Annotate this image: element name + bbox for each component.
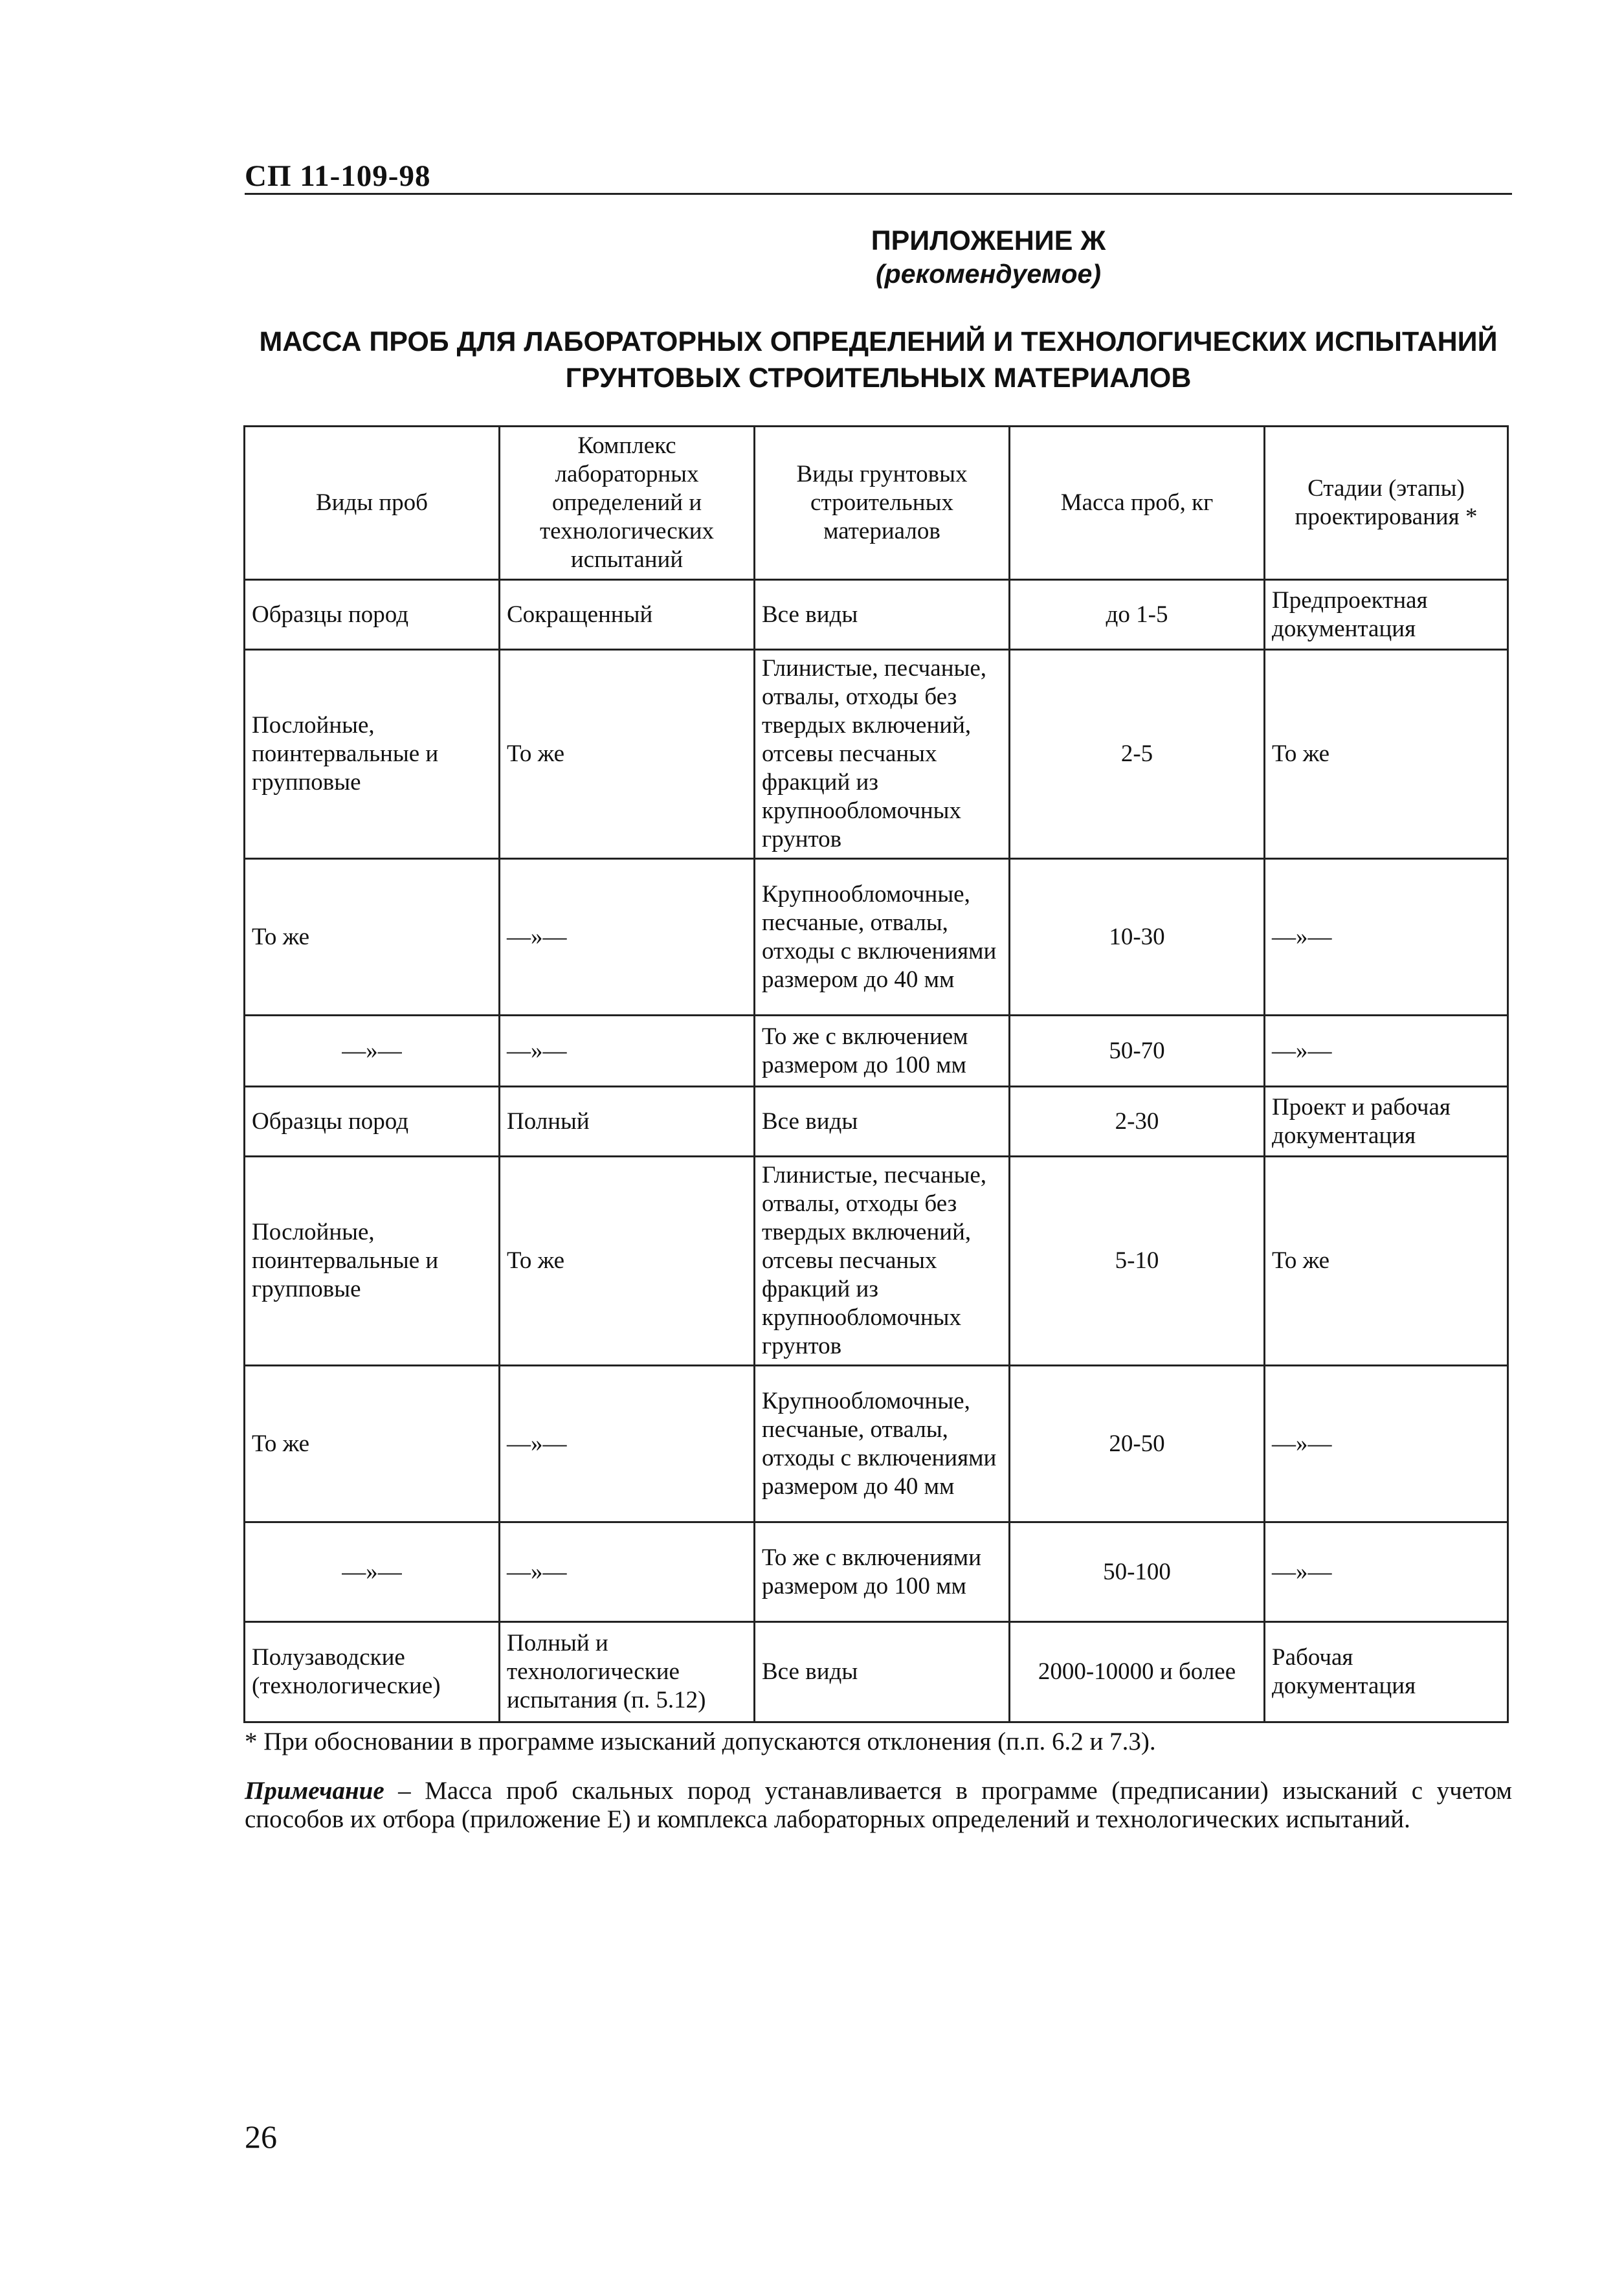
- page-number: 26: [245, 2119, 277, 2155]
- table-row: [245, 1366, 1508, 1522]
- cell-sample-type: Полузаводские (технологические): [245, 1622, 500, 1722]
- cell-material-type: Глинистые, песчаные, отвалы, отходы без твердых включений, отсевы песчаных фракций из крупнообломочных грунтов: [755, 650, 1010, 859]
- cell-mass: 50-70: [1010, 1016, 1265, 1087]
- cell-complex: Полный: [500, 1087, 755, 1157]
- cell-mass: 10-30: [1010, 859, 1265, 1016]
- cell-design-stage: —»—: [1265, 859, 1508, 1016]
- table-footnote: * При обосновании в программе изысканий допускаются отклонения (п.п. 6.2 и 7.3).: [245, 1728, 1156, 1755]
- main-title-line-1: МАССА ПРОБ ДЛЯ ЛАБОРАТОРНЫХ ОПРЕДЕЛЕНИЙ И ТЕХНОЛОГИЧЕСКИХ ИСПЫТАНИЙ: [259, 326, 1498, 357]
- cell-design-stage: Рабочая документация: [1265, 1622, 1508, 1722]
- cell-mass: 50-100: [1010, 1522, 1265, 1622]
- cell-sample-type: Образцы пород: [245, 1087, 500, 1157]
- cell-material-type: Крупнообломочные, песчаные, отвалы, отходы с включениями размером до 40 мм: [755, 1366, 1010, 1522]
- appendix-subtitle: (рекомендуемое): [876, 259, 1101, 289]
- cell-material-type: Все виды: [755, 1087, 1010, 1157]
- cell-sample-type: Послойные, поинтервальные и групповые: [245, 1157, 500, 1366]
- cell-design-stage: То же: [1265, 650, 1508, 859]
- cell-design-stage: То же: [1265, 1157, 1508, 1366]
- note-label: Примечание: [245, 1777, 384, 1805]
- sample-mass-table: [243, 425, 1509, 1723]
- cell-complex: —»—: [500, 1016, 755, 1087]
- cell-sample-type: То же: [245, 859, 500, 1016]
- header-mass: Масса проб, кг: [1010, 427, 1265, 580]
- cell-complex: —»—: [500, 1522, 755, 1622]
- table-row: [245, 1522, 1508, 1622]
- table-row: [245, 859, 1508, 1016]
- cell-sample-type: —»—: [245, 1522, 500, 1622]
- cell-sample-type: —»—: [245, 1016, 500, 1087]
- document-code: СП 11-109-98: [245, 159, 431, 193]
- main-title: [245, 324, 1512, 396]
- cell-complex: —»—: [500, 1366, 755, 1522]
- cell-complex: —»—: [500, 859, 755, 1016]
- table-header-row: [245, 427, 1508, 580]
- header-complex: Комплекс лабораторных определений и технологических испытаний: [500, 427, 755, 580]
- cell-complex: То же: [500, 1157, 755, 1366]
- cell-complex: Полный и технологические испытания (п. 5.12): [500, 1622, 755, 1722]
- header-sample-type: Виды проб: [245, 427, 500, 580]
- table-row: [245, 1016, 1508, 1087]
- cell-design-stage: —»—: [1265, 1016, 1508, 1087]
- appendix-title: ПРИЛОЖЕНИЕ Ж: [871, 225, 1106, 256]
- cell-sample-type: То же: [245, 1366, 500, 1522]
- table-row: [245, 650, 1508, 859]
- cell-design-stage: Проект и рабочая документация: [1265, 1087, 1508, 1157]
- table-row: [245, 1087, 1508, 1157]
- cell-mass: 2000-10000 и более: [1010, 1622, 1265, 1722]
- table-row: [245, 1622, 1508, 1722]
- note-text: – Масса проб скальных пород устанавливается в программе (предписании) изысканий с учетом способов их отбора (приложение Е) и комплекса лабораторных определений и технологических испытаний.: [245, 1777, 1512, 1833]
- header-design-stage: Стадии (этапы) проектирования *: [1265, 427, 1508, 580]
- header-material-type: Виды грунтовых строительных материалов: [755, 427, 1010, 580]
- cell-mass: 2-5: [1010, 650, 1265, 859]
- cell-material-type: Глинистые, песчаные, отвалы, отходы без твердых включений, отсевы песчаных фракций из крупнообломочных грунтов: [755, 1157, 1010, 1366]
- note-paragraph: [245, 1777, 1512, 1834]
- header-rule: [245, 193, 1512, 195]
- cell-material-type: То же с включениями размером до 100 мм: [755, 1522, 1010, 1622]
- cell-material-type: Все виды: [755, 1622, 1010, 1722]
- cell-mass: 5-10: [1010, 1157, 1265, 1366]
- cell-sample-type: Послойные, поинтервальные и групповые: [245, 650, 500, 859]
- cell-complex: То же: [500, 650, 755, 859]
- cell-complex: Сокращенный: [500, 580, 755, 650]
- cell-mass: 20-50: [1010, 1366, 1265, 1522]
- cell-sample-type: Образцы пород: [245, 580, 500, 650]
- main-title-line-2: ГРУНТОВЫХ СТРОИТЕЛЬНЫХ МАТЕРИАЛОВ: [565, 362, 1192, 394]
- cell-material-type: Крупнообломочные, песчаные, отвалы, отходы с включениями размером до 40 мм: [755, 859, 1010, 1016]
- cell-design-stage: Предпроектная документация: [1265, 580, 1508, 650]
- table-row: [245, 1157, 1508, 1366]
- table-row: [245, 580, 1508, 650]
- cell-material-type: Все виды: [755, 580, 1010, 650]
- cell-material-type: То же с включением размером до 100 мм: [755, 1016, 1010, 1087]
- cell-design-stage: —»—: [1265, 1522, 1508, 1622]
- cell-design-stage: —»—: [1265, 1366, 1508, 1522]
- cell-mass: до 1-5: [1010, 580, 1265, 650]
- cell-mass: 2-30: [1010, 1087, 1265, 1157]
